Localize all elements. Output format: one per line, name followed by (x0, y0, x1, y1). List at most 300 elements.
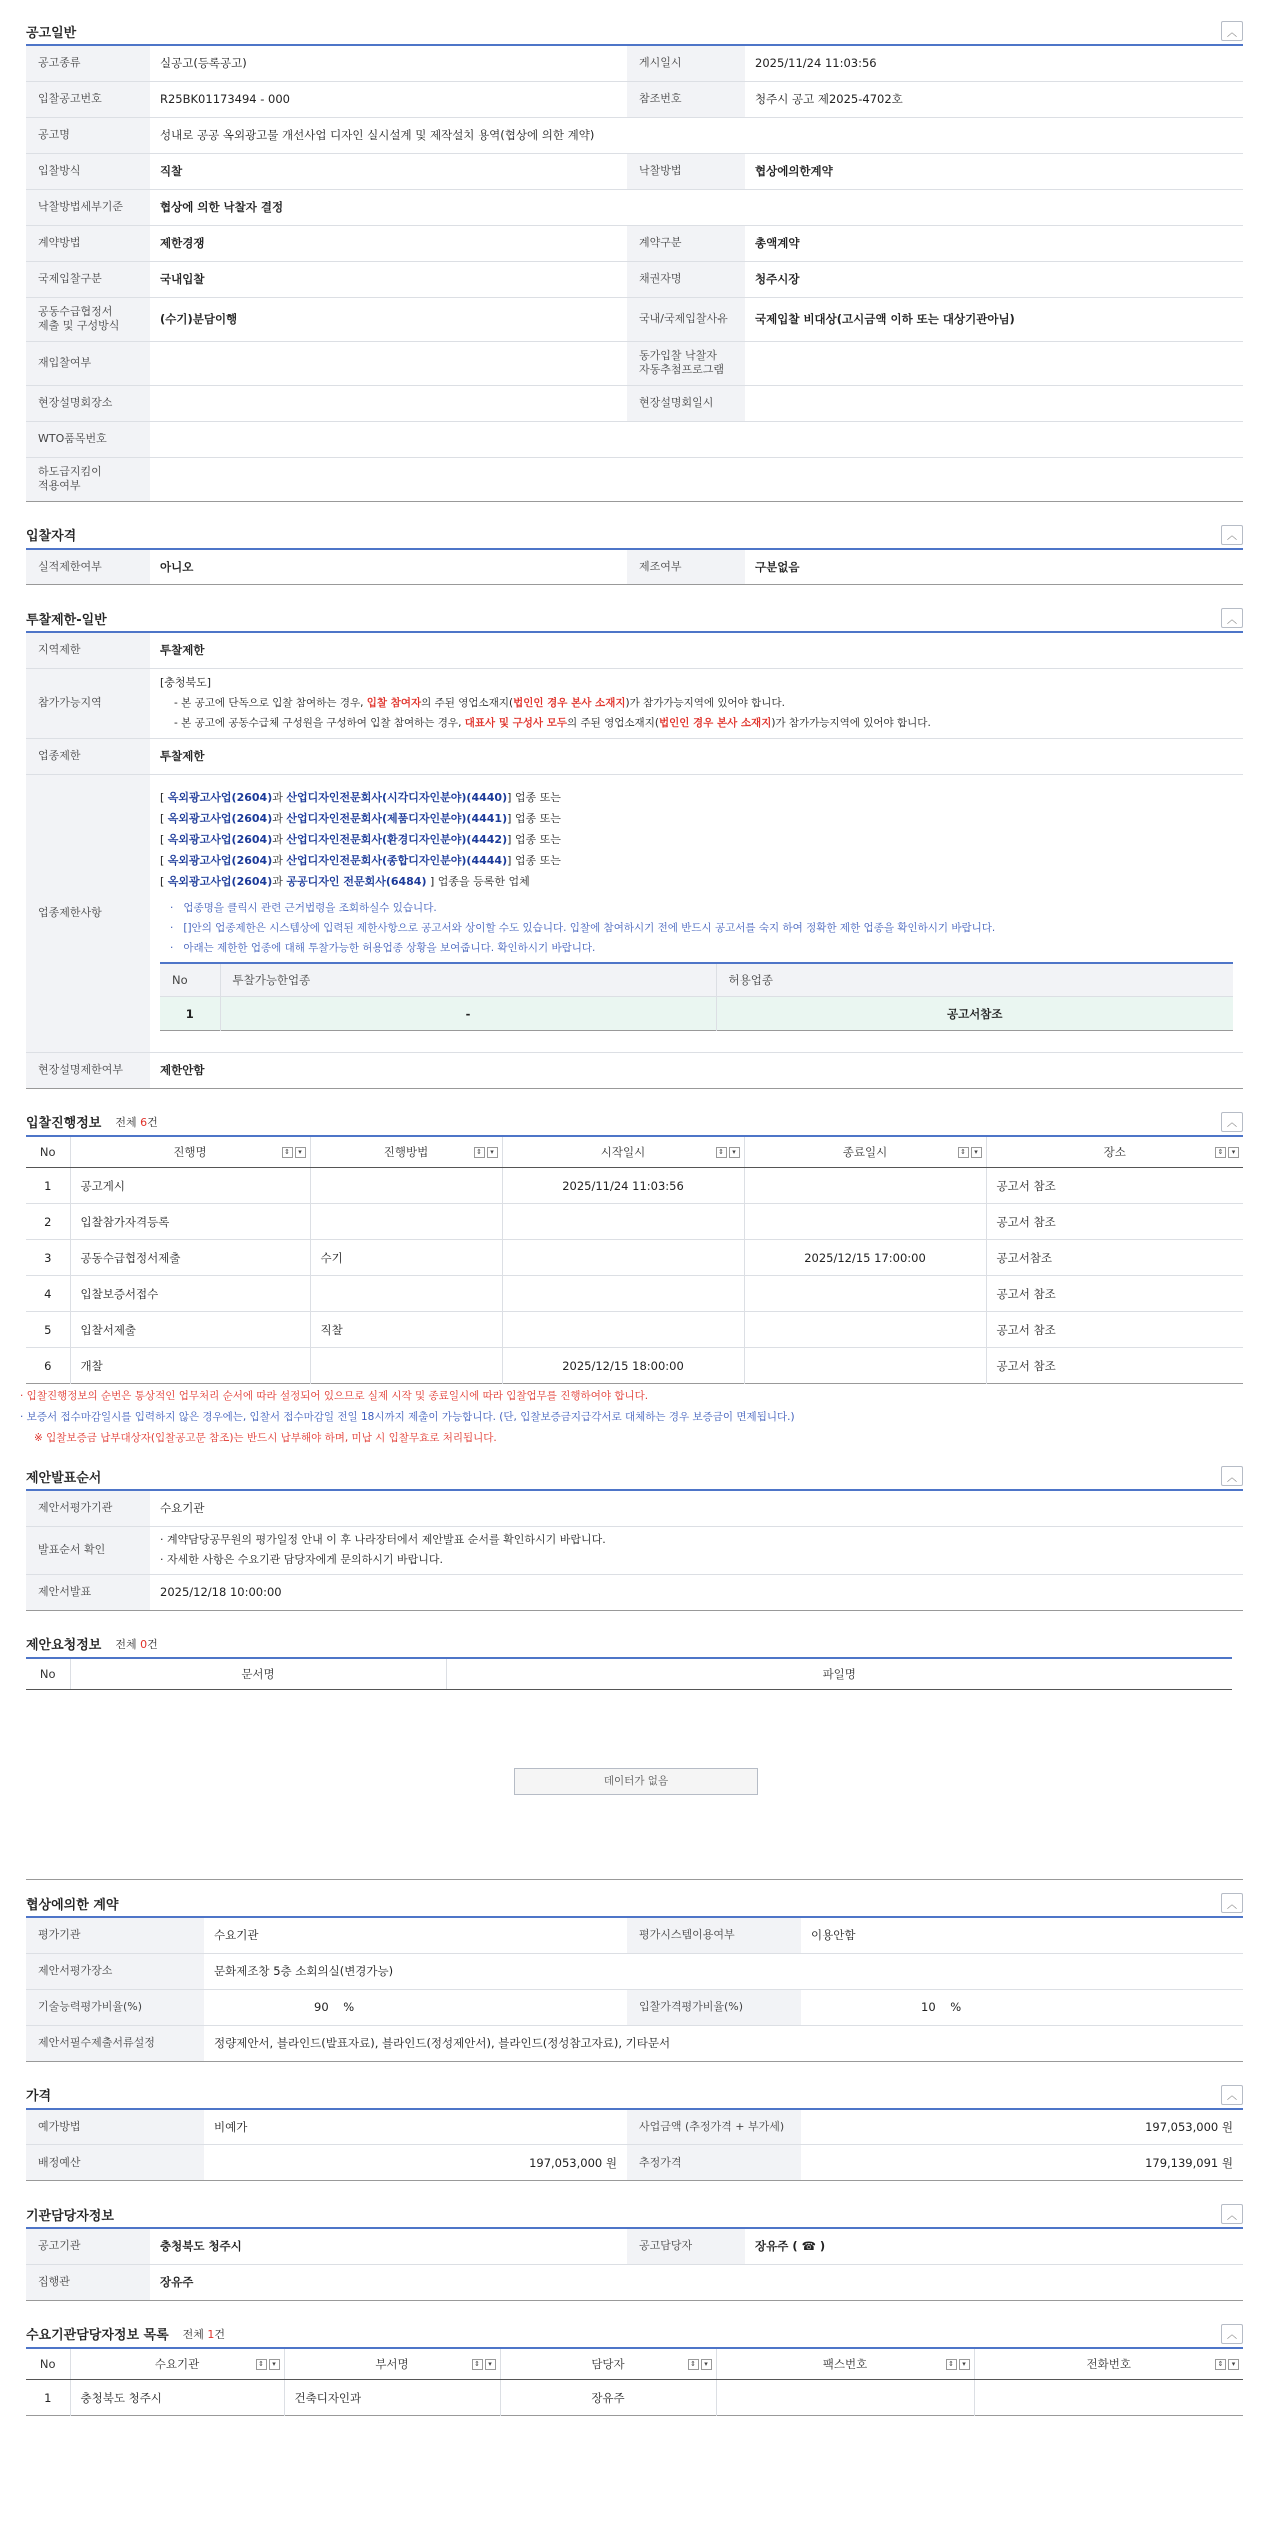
progress-note: · 보증서 접수마감일시를 입력하지 않은 경우에는, 입찰서 접수마감일 전일 18시까지 제출이 가능합니다. (단, 입찰보증금지급각서로 대체하는 경우 보증금이 면제됩니다.) (20, 1411, 795, 1423)
cell (716, 2380, 974, 2416)
area-head: [충청북도] (160, 676, 212, 689)
label: 현장설명제한여부 (26, 1052, 150, 1088)
value: 197,053,000 원 (801, 2109, 1243, 2145)
table-row (26, 1348, 1243, 1384)
biz-text: 과 (272, 811, 287, 825)
section-general (26, 18, 1243, 502)
progress-note: · 입찰진행정보의 순번은 통상적인 업무처리 순서에 따라 설정되어 있으므로 실제 시작 및 종료일시에 따라 입찰업무를 진행하여야 합니다. (20, 1390, 649, 1402)
section-title: 기관담당자정보 (26, 2208, 114, 2224)
cell: 수기 (310, 1240, 502, 1276)
label: 하도급지킴이 적용여부 (26, 457, 150, 501)
label: 공고기관 (26, 2228, 150, 2264)
progress-note: ※ 입찰보증금 납부대상자(입찰공고문 참조)는 반드시 납부해야 하며, 미납 시 입찰무효로 처리됩니다. (34, 1432, 497, 1444)
bullet-icon: · (170, 941, 184, 954)
demand-table (26, 2347, 1243, 2417)
value: 197,053,000 원 (529, 2155, 617, 2170)
cell (744, 1168, 986, 1204)
value: 충청북도 청주시 (150, 2228, 627, 2264)
general-row (26, 225, 1243, 261)
general-row (26, 189, 1243, 225)
col-header[interactable] (70, 1136, 310, 1168)
value: R25BK01173494 - 000 (150, 81, 627, 117)
biz-link[interactable]: 산업디자인전문회사(시각디자인분야)(4440) (286, 790, 508, 804)
cell: 2025/12/15 17:00:00 (744, 1240, 986, 1276)
value: 실공고(등록공고) (150, 45, 627, 81)
general-row (26, 117, 1243, 153)
sort-icon[interactable]: ⇕ (946, 2359, 957, 2370)
sort-icon[interactable]: ⇕ (688, 2359, 699, 2370)
label: 사업금액 (추정가격 + 부가세) (627, 2109, 801, 2145)
value: 2025/11/24 11:03:56 (745, 45, 1243, 81)
biz-text: [ (160, 874, 168, 888)
count-suffix: 건 (147, 1115, 158, 1129)
value: 협상에의한계약 (745, 153, 1243, 189)
section-price (26, 2082, 1243, 2182)
value (150, 457, 1243, 501)
value: 수요기관 (150, 1490, 1243, 1526)
label: 입찰방식 (26, 153, 150, 189)
sort-icon[interactable]: ⇕ (282, 1147, 293, 1158)
value: 10 (921, 2000, 936, 2014)
section-presentation (26, 1463, 1243, 1611)
sort-icon[interactable]: ⇕ (474, 1147, 485, 1158)
cell: 2025/12/15 18:00:00 (502, 1348, 744, 1384)
value: 총액계약 (745, 225, 1243, 261)
label: 평가시스템이용여부 (627, 1917, 801, 1953)
col-header[interactable] (284, 2348, 500, 2380)
biz-text: ] 업종을 등록한 업체 (426, 874, 530, 888)
collapse-toggle-icon[interactable]: ︿ (1221, 2085, 1243, 2105)
area-text: 입찰 참여자 (366, 697, 422, 709)
collapse-toggle-icon[interactable]: ︿ (1221, 2204, 1243, 2224)
sort-icon[interactable]: ⇕ (716, 1147, 727, 1158)
label: 업종제한사항 (26, 774, 150, 1052)
general-row (26, 81, 1243, 117)
area-cell (150, 668, 1243, 738)
section-title: 협상에의한 계약 (26, 1897, 119, 1913)
label: 예가방법 (26, 2109, 204, 2145)
note-text: 아래는 제한한 업종에 대해 투찰가능한 허용업종 상황을 보여줍니다. 확인하시기 바랍니다. (183, 941, 596, 954)
cell (310, 1204, 502, 1240)
cell (310, 1348, 502, 1384)
section-title: 입찰자격 (26, 529, 77, 544)
area-text: )가 참가가능지역에 있어야 합니다. (625, 697, 785, 709)
cell: 3 (26, 1240, 70, 1276)
value: 투찰제한 (150, 738, 1243, 774)
biz-link[interactable]: 옥외광고사업(2604) (167, 874, 273, 888)
col-header: No (26, 1658, 70, 1690)
value (150, 385, 627, 421)
label: 재입찰여부 (26, 341, 150, 385)
sort-icon[interactable]: ⇕ (958, 1147, 969, 1158)
cell: 건축디자인과 (284, 2380, 500, 2416)
cell (974, 2380, 1243, 2416)
value (150, 421, 1243, 457)
cell: 공고서 참조 (986, 1276, 1243, 1312)
collapse-toggle-icon[interactable]: ︿ (1221, 21, 1243, 41)
cell: 충청북도 청주시 (70, 2380, 284, 2416)
empty-area (26, 1690, 1243, 1880)
filter-dropdown-icon[interactable]: ▾ (959, 2359, 970, 2370)
section-title: 제안발표순서 (26, 1470, 102, 1486)
col-header-label: No (39, 1144, 56, 1159)
filter-dropdown-icon[interactable]: ▾ (295, 1147, 306, 1158)
cell: 공고서 참조 (986, 1168, 1243, 1204)
value: 아니오 (160, 559, 194, 574)
cell: 입찰서제출 (70, 1312, 310, 1348)
value: 국내입찰 (150, 261, 627, 297)
count-suffix: 건 (147, 1637, 158, 1651)
label: 제안서평가장소 (26, 1953, 204, 1989)
label: 계약구분 (627, 225, 745, 261)
cell: 개찰 (70, 1348, 310, 1384)
col-header-label: No (39, 2356, 56, 2371)
value: 제한경쟁 (150, 225, 627, 261)
biz-link[interactable]: 산업디자인전문회사(환경디자인분야)(4442) (286, 832, 508, 846)
col-header[interactable] (502, 1136, 744, 1168)
section-progress (20, 1109, 1243, 1450)
cell (502, 1276, 744, 1312)
label: 현장설명회일시 (627, 385, 745, 421)
label: 집행관 (26, 2264, 150, 2300)
section-title: 가격 (26, 2089, 52, 2104)
label: 업종제한 (26, 738, 150, 774)
biz-link[interactable]: 옥외광고사업(2604) (167, 790, 273, 804)
area-text: 대표사 및 구성사 모두 (464, 717, 568, 729)
col-header: No (160, 963, 220, 997)
biz-link[interactable]: 옥외광고사업(2604) (167, 832, 273, 846)
biz-link[interactable]: 산업디자인전문회사(제품디자인분야)(4441) (286, 811, 508, 825)
filter-dropdown-icon[interactable]: ▾ (1228, 2359, 1239, 2370)
cell: 6 (44, 1358, 52, 1373)
col-header[interactable] (70, 2348, 284, 2380)
section-title: 입찰진행정보 (26, 1116, 102, 1131)
biz-line (160, 808, 1233, 829)
biz-link[interactable]: 옥외광고사업(2604) (167, 811, 273, 825)
col-header-label: 전화번호 (1086, 2356, 1131, 2371)
biz-text: 과 (272, 853, 287, 867)
label: 공동수급협정서 제출 및 구성방식 (26, 297, 150, 341)
biz-link[interactable]: 옥외광고사업(2604) (167, 853, 273, 867)
label: 제안서발표 (26, 1574, 150, 1610)
value: 문화제조창 5층 소회의실(변경가능) (204, 1953, 1243, 1989)
section-qualification (26, 522, 1243, 586)
area-line (174, 693, 1233, 713)
section-title: 공고일반 (26, 25, 77, 41)
biz-text: ] 업종 또는 (507, 853, 561, 867)
collapse-toggle-icon[interactable]: ︿ (1221, 1893, 1243, 1913)
col-header-label: 진행명 (173, 1144, 207, 1159)
label: 공고담당자 (627, 2228, 745, 2264)
col-header: 문서명 (70, 1658, 446, 1690)
value (150, 341, 627, 385)
table-row (26, 1276, 1243, 1312)
biz-detail-cell (150, 774, 1243, 1052)
col-header: 허용업종 (716, 963, 1233, 997)
note-text: 업종명을 클릭시 관련 근거법령을 조회하실수 있습니다. (183, 901, 437, 914)
value (745, 385, 1243, 421)
biz-text: ] 업종 또는 (507, 832, 561, 846)
section-negotiation (26, 1890, 1243, 2062)
general-row (26, 385, 1243, 421)
cell: 2 (26, 1204, 70, 1240)
col-header-label: 장소 (1103, 1144, 1126, 1159)
value: 179,139,091 원 (1145, 2155, 1233, 2170)
area-line (174, 713, 1233, 733)
general-row (26, 421, 1243, 457)
filter-dropdown-icon[interactable]: ▾ (729, 1147, 740, 1158)
biz-line (160, 829, 1233, 850)
cell: 입찰보증서접수 (70, 1276, 310, 1312)
unit: % (343, 2000, 355, 2014)
biz-note (160, 918, 1233, 938)
label: 입찰공고번호 (26, 81, 150, 117)
biz-text: ] 업종 또는 (507, 811, 561, 825)
value: 2025/12/18 10:00:00 (160, 1585, 282, 1599)
label: 국내/국제입찰사유 (627, 297, 745, 341)
label: 계약방법 (26, 225, 150, 261)
value: 직찰 (150, 153, 627, 189)
biz-line (160, 850, 1233, 871)
biz-line (160, 787, 1233, 808)
biz-note (160, 898, 1233, 918)
cell: 직찰 (310, 1312, 502, 1348)
cell (744, 1276, 986, 1312)
cell (502, 1204, 744, 1240)
value: 장유주 ( ☎ ) (745, 2228, 1243, 2264)
col-header: 투찰가능한업종 (220, 963, 716, 997)
value: 정량제안서, 블라인드(발표자료), 블라인드(정성제안서), 블라인드(정성참고자료), 기타문서 (214, 2036, 671, 2050)
count-prefix: 전체 (115, 1115, 141, 1129)
label: 낙찰방법세부기준 (26, 189, 150, 225)
col-header-label: 팩스번호 (822, 2356, 868, 2371)
bullet-icon: · (170, 921, 184, 934)
general-row (26, 153, 1243, 189)
label: 동가입찰 낙찰자 자동추첨프로그램 (627, 341, 745, 385)
label: 게시일시 (627, 45, 745, 81)
cell: 1 (44, 2390, 52, 2405)
value: 이용안함 (801, 1917, 1243, 1953)
col-header (26, 2348, 70, 2380)
cell: 공고서 참조 (986, 1312, 1243, 1348)
col-header[interactable] (974, 2348, 1243, 2380)
section-title: 투찰제한-일반 (26, 612, 107, 628)
value (745, 341, 1243, 385)
bullet-icon: · (170, 901, 184, 914)
col-header-label: 수요기관 (154, 2356, 200, 2371)
label: 지역제한 (26, 632, 150, 668)
biz-text: 과 (272, 832, 287, 846)
biz-note (160, 938, 1233, 958)
area-text: 의 주된 영업소재지( (567, 717, 659, 729)
cell: 입찰참가자격등록 (70, 1204, 310, 1240)
biz-text: [ (160, 853, 168, 867)
label: 낙찰방법 (627, 153, 745, 189)
section-request (26, 1631, 1243, 1881)
cell: 1 (160, 997, 220, 1031)
cell (310, 1276, 502, 1312)
general-row (26, 341, 1243, 385)
filter-dropdown-icon[interactable]: ▾ (485, 2359, 496, 2370)
count-value: 1 (207, 2327, 215, 2341)
label: 참가가능지역 (26, 668, 150, 738)
value: 90 (314, 2000, 329, 2014)
section-title: 제안요청정보 (26, 1638, 102, 1653)
unit: % (950, 2000, 962, 2014)
area-text: 의 주된 영업소재지( (421, 697, 514, 709)
sort-icon[interactable]: ⇕ (256, 2359, 267, 2370)
label: 국제입찰구분 (26, 261, 150, 297)
label: 발표순서 확인 (26, 1526, 150, 1574)
general-row (26, 457, 1243, 501)
general-row (26, 297, 1243, 341)
label: 제안서평가기관 (26, 1490, 150, 1526)
col-header-label: 담당자 (591, 2356, 625, 2371)
biz-line (160, 871, 1233, 892)
value: 협상에 의한 낙찰자 결정 (150, 189, 1243, 225)
col-header-label: 시작일시 (600, 1144, 646, 1159)
label: 참조번호 (627, 81, 745, 117)
biz-text: [ (160, 832, 168, 846)
filter-dropdown-icon[interactable]: ▾ (269, 2359, 280, 2370)
value: 투찰제한 (150, 632, 1243, 668)
sort-icon[interactable]: ⇕ (1215, 2359, 1226, 2370)
value: 성내로 공공 옥외광고물 개선사업 디자인 실시설계 및 제작설치 용역(협상에 의한 계약) (150, 117, 1243, 153)
area-text: 법인인 경우 본사 소재지 (513, 697, 626, 709)
cell: - (220, 997, 716, 1031)
value: 국제입찰 비대상(고시금액 이하 또는 대상기관아님) (745, 297, 1243, 341)
biz-link[interactable]: 산업디자인전문회사(종합디자인분야)(4444) (286, 853, 508, 867)
label: WTO품목번호 (26, 421, 150, 457)
value: 제한안함 (160, 1063, 205, 1077)
label: 제안서필수제출서류설정 (26, 2025, 204, 2061)
table-row (26, 1168, 1243, 1204)
section-demand (26, 2321, 1243, 2417)
label: 평가기관 (26, 1917, 204, 1953)
count-value: 0 (140, 1637, 148, 1651)
area-text: 법인인 경우 본사 소재지 (658, 717, 772, 729)
label: 공고명 (26, 117, 150, 153)
order-cell (150, 1526, 1243, 1574)
biz-text: [ (160, 811, 168, 825)
biz-text: [ (160, 790, 168, 804)
sort-icon[interactable]: ⇕ (472, 2359, 483, 2370)
cell (502, 1312, 744, 1348)
label: 배정예산 (26, 2145, 204, 2181)
value: 비예가 (204, 2109, 627, 2145)
collapse-toggle-icon[interactable]: ︿ (1221, 1112, 1243, 1132)
col-header[interactable] (310, 1136, 502, 1168)
col-header-label: 부서명 (375, 2356, 409, 2371)
label: 제조여부 (627, 549, 745, 585)
value: 청주시장 (745, 261, 1243, 297)
table-row (26, 1240, 1243, 1276)
cell: 공고서참조 (986, 1240, 1243, 1276)
no-data-message: 데이터가 없음 (514, 1768, 758, 1795)
label: 현장설명회장소 (26, 385, 150, 421)
cell (744, 1204, 986, 1240)
cell: 장유주 (500, 2380, 716, 2416)
allowed-biz-table (160, 962, 1233, 1032)
col-header[interactable] (716, 2348, 974, 2380)
table-row (26, 1312, 1243, 1348)
label: 추정가격 (627, 2145, 801, 2181)
count-suffix: 건 (214, 2327, 226, 2341)
sort-icon[interactable]: ⇕ (1215, 1147, 1226, 1158)
label: 실적제한여부 (26, 549, 150, 585)
label: 기술능력평가비율(%) (26, 1989, 204, 2025)
filter-dropdown-icon[interactable]: ▾ (1228, 1147, 1239, 1158)
biz-link[interactable]: 공공디자인 전문회사(6484) (286, 874, 427, 888)
area-text: - 본 공고에 단독으로 입찰 참여하는 경우, (174, 697, 367, 709)
collapse-toggle-icon[interactable]: ︿ (1221, 2324, 1243, 2344)
cell: 5 (26, 1312, 70, 1348)
biz-text: 과 (272, 790, 287, 804)
table-row (26, 1204, 1243, 1240)
col-header: 파일명 (446, 1658, 1232, 1690)
value: 청주시 공고 제2025-4702호 (745, 81, 1243, 117)
cell: 공고서 참조 (986, 1348, 1243, 1384)
collapse-toggle-icon[interactable]: ︿ (1221, 1466, 1243, 1486)
cell (310, 1168, 502, 1204)
cell (502, 1240, 744, 1276)
general-table (26, 44, 1243, 502)
cell: 2025/11/24 11:03:56 (502, 1168, 744, 1204)
section-title: 수요기관담당자정보 목록 (26, 2328, 169, 2343)
label: 입찰가격평가비율(%) (627, 1989, 801, 2025)
cell: 1 (26, 1168, 70, 1204)
col-header-label: 진행방법 (383, 1144, 429, 1159)
section-bid-limit (26, 605, 1243, 1089)
general-row (26, 261, 1243, 297)
cell (744, 1348, 986, 1384)
collapse-toggle-icon[interactable]: ︿ (1221, 608, 1243, 628)
collapse-toggle-icon[interactable]: ︿ (1221, 525, 1243, 545)
section-agency (26, 2201, 1243, 2301)
col-header[interactable] (986, 1136, 1243, 1168)
cell (744, 1312, 986, 1348)
biz-text: 과 (272, 874, 287, 888)
count-prefix: 전체 (115, 1637, 141, 1651)
col-header[interactable] (500, 2348, 716, 2380)
value: 장유주 (160, 2275, 194, 2289)
label: 공고종류 (26, 45, 150, 81)
count-prefix: 전체 (182, 2327, 208, 2341)
label: 채권자명 (627, 261, 745, 297)
col-header (26, 1136, 70, 1168)
general-row (26, 45, 1243, 81)
order-line: · 계약담당공무원의 평가일정 안내 이 후 나라장터에서 제안발표 순서를 확인하시기 바랍니다. (160, 1533, 606, 1546)
col-header[interactable] (744, 1136, 986, 1168)
note-text: []안의 업종제한은 시스템상에 입력된 제한사항으로 공고서와 상이할 수도 있습니다. 입찰에 참여하시기 전에 반드시 공고서를 숙지 하여 정확한 제한 업종을 확인하시기 바랍니다. (183, 921, 996, 934)
value: 구분없음 (755, 559, 800, 574)
count-value: 6 (140, 1115, 148, 1129)
area-text: - 본 공고에 공동수급체 구성원을 구성하여 입찰 참여하는 경우, (174, 717, 465, 729)
cell: 공고게시 (70, 1168, 310, 1204)
col-header-label: 종료일시 (842, 1144, 888, 1159)
cell: 4 (26, 1276, 70, 1312)
filter-dropdown-icon[interactable]: ▾ (971, 1147, 982, 1158)
cell: 공고서 참조 (986, 1204, 1243, 1240)
value: 수요기관 (204, 1917, 627, 1953)
biz-text: ] 업종 또는 (507, 790, 561, 804)
filter-dropdown-icon[interactable]: ▾ (701, 2359, 712, 2370)
cell: 공동수급협정서제출 (70, 1240, 310, 1276)
filter-dropdown-icon[interactable]: ▾ (487, 1147, 498, 1158)
order-line: · 자세한 사항은 수요기관 담당자에게 문의하시기 바랍니다. (160, 1553, 443, 1566)
value: (수기)분담이행 (150, 297, 627, 341)
area-text: )가 참가가능지역에 있어야 합니다. (771, 717, 931, 729)
